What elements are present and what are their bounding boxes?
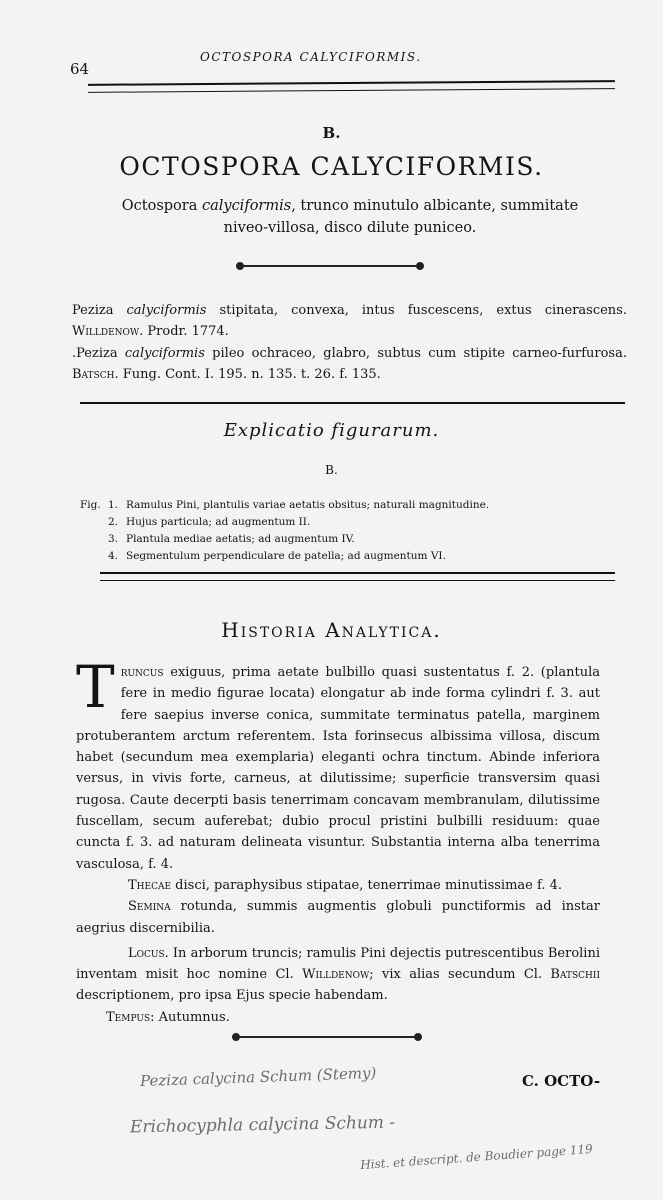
tempus-text: Autumnus. xyxy=(154,1009,230,1025)
paragraph-text: exiguus, prima aetate bulbillo quasi sustentatus f. 2. (plantula fere in medio figurae locata) elongatur ab inde forma cylindri f. 3. aut fere saepius inverse conica, summitate terminatus patella, marginem protuberantem arctum referentem. Ista forinsecus albissima villosa, discum habet (secundum mea exemplaria) eleganti ochra tinctum. Abinde inferiora versus, in vivis forte, carneus, at dilutissime; superficie transversim quasi rugosa. Caute decerpti basis tenerrimam concavam membranulam, dilutissime fuscellam, secum auferebat; dubio procul pristini bulbilli residuum: quae cuncta f. 3. ad naturam delineata visuntur. Substantia interna alba tenerrima vasculosa, f. 4. xyxy=(76,665,600,872)
synonym-1-author: Willdenow. xyxy=(72,324,144,339)
synonym-2-ref: Fung. Cont. I. 195. n. 135. t. 26. f. 135. xyxy=(118,367,381,382)
paragraph-semina xyxy=(76,896,600,939)
running-title: OCTOSPORA CALYCIFORMIS. xyxy=(200,50,422,64)
semina-text: rotunda, summis augmentis globuli punctiformis ad instar aegrius discernibilia. xyxy=(76,899,600,936)
figure-text: Plantula mediae aetatis; ad augmentum IV. xyxy=(126,533,355,545)
thecae-text: disci, paraphysibus stipatae, tenerrimae minutissimae f. 4. xyxy=(171,877,562,893)
figure-number: 3. xyxy=(108,533,119,545)
locus-text-b: ; vix alias secundum Cl. xyxy=(369,967,551,983)
figure-item xyxy=(80,548,489,565)
species-title: OCTOSPORA CALYCIFORMIS. xyxy=(119,152,544,181)
ornament-divider-1 xyxy=(236,262,424,270)
figure-label: Fig. xyxy=(80,499,101,511)
paragraph-truncus xyxy=(76,653,600,875)
figure-text: Segmentulum perpendiculare de patella; ad augmentum VI. xyxy=(126,550,446,562)
first-word: runcus xyxy=(120,665,164,680)
section-rule-1 xyxy=(80,402,625,404)
figure-text: Hujus particula; ad augmentum II. xyxy=(126,516,311,528)
synonym-1-epithet: calyciformis xyxy=(126,303,207,318)
page-number: 64 xyxy=(70,60,90,78)
figure-list xyxy=(80,497,489,565)
locus-label: Locus. xyxy=(128,945,169,961)
figure-number: 4. xyxy=(108,550,119,562)
synonym-1-text: stipitata, convexa, intus fuscescens, extus cinerascens. xyxy=(206,303,627,318)
diagnosis-line2: niveo-villosa, disco dilute puniceo. xyxy=(223,220,477,236)
section-rule-2 xyxy=(100,572,615,581)
synonym-1-ref: Prodr. 1774. xyxy=(143,324,229,339)
semina-label: Semina xyxy=(128,899,171,915)
ornament-divider-2 xyxy=(232,1033,422,1041)
thecae-label: Thecae xyxy=(128,877,172,893)
plate-letter: B. xyxy=(322,124,341,142)
locus-text-c: descriptionem, pro ipsa Ejus specie habendam. xyxy=(76,988,388,1004)
locus-batsch: Batschii xyxy=(550,967,600,983)
paragraph-thecae xyxy=(76,875,600,896)
paragraph-tempus xyxy=(76,1007,600,1028)
species-diagnosis xyxy=(70,195,630,239)
historia-title: Historia Analytica. xyxy=(221,618,442,642)
figure-item xyxy=(80,531,489,548)
diagnosis-epithet: calyciformis xyxy=(201,198,292,214)
figure-item xyxy=(80,514,489,531)
catchword: C. OCTO- xyxy=(522,1072,601,1090)
handwritten-note-2: Erichocyphla calycina Schum - xyxy=(129,1112,396,1138)
synonym-2-text: pileo ochraceo, glabro, subtus cum stipite carneo-furfurosa. xyxy=(204,346,627,361)
diagnosis-line1: , trunco minutulo albicante, summitate xyxy=(291,198,579,214)
locus-text-a: In arborum truncis; ramulis Pini dejectis putrescentibus Berolini inventam misit hoc nomine Cl. xyxy=(76,945,600,983)
synonym-1 xyxy=(72,300,627,342)
synonym-2-epithet: calyciformis xyxy=(124,346,205,361)
tempus-label: Tempus: xyxy=(106,1009,155,1025)
drop-cap: T xyxy=(76,653,115,721)
synonym-1-genus: Peziza xyxy=(72,303,114,318)
handwritten-note-1: Peziza calycina Schum (Stemy) xyxy=(139,1063,377,1091)
diagnosis-genus: Octospora xyxy=(121,198,198,214)
synonym-2 xyxy=(72,343,627,385)
header-rule xyxy=(88,80,615,93)
historia-body xyxy=(76,653,600,1028)
explicatio-subtitle: B. xyxy=(325,463,338,477)
figure-number: 2. xyxy=(108,516,119,528)
explicatio-title: Explicatio figurarum. xyxy=(223,420,440,441)
figure-text: Ramulus Pini, plantulis variae aetatis obsitus; naturali magnitudine. xyxy=(126,499,490,511)
figure-number: 1. xyxy=(108,499,119,511)
paragraph-locus xyxy=(76,943,600,1007)
figure-item xyxy=(80,497,489,514)
handwritten-note-3: Hist. et descript. de Boudier page 119 xyxy=(359,1141,594,1173)
synonym-2-author: Batsch. xyxy=(72,367,119,382)
synonym-2-genus: .Peziza xyxy=(72,346,118,361)
locus-willdenow: Willdenow xyxy=(302,967,370,983)
